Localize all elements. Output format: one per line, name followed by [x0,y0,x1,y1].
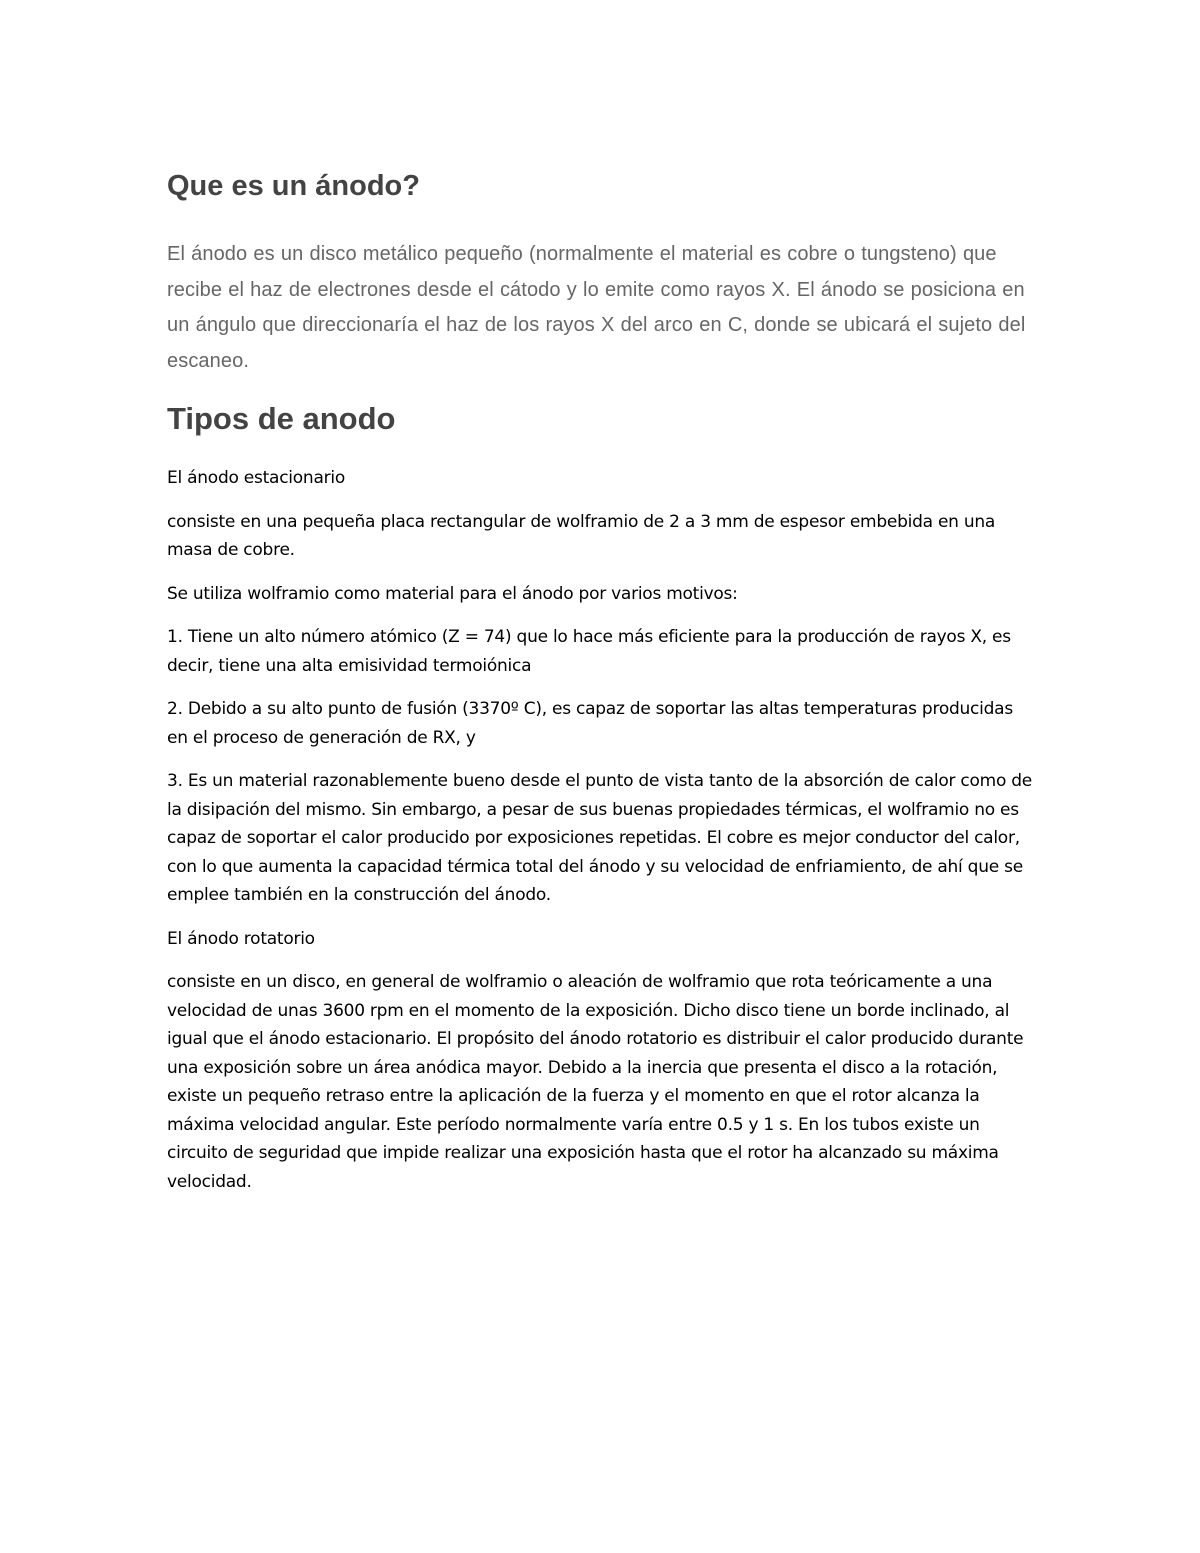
reason-item-2: 2. Debido a su alto punto de fusión (3370º C), es capaz de soportar las altas temperaturas producidas en el proceso de generación de RX, y [167,699,1013,748]
document-content [167,166,1037,1196]
reason-item-3: 3. Es un material razonablemente bueno desde el punto de vista tanto de la absorción de calor como de la disipación del mismo. Sin embargo, a pesar de sus buenas propiedades térmicas, el wolframio no es capaz de soportar el calor producido por exposiciones repetidas. El cobre es mejor conductor del calor, con lo que aumenta la capacidad térmica total del ánodo y su velocidad de enfriamiento, de ahí que se emplee también en la construcción del ánodo. [167,771,1033,905]
section-heading: Tipos de anodo [167,401,396,436]
stationary-anode-heading: El ánodo estacionario [167,468,345,488]
page-title: Que es un ánodo? [167,170,420,202]
intro-paragraph: El ánodo es un disco metálico pequeño (normalmente el material es cobre o tungsteno) que recibe el haz de electrones desde el cátodo y lo emite como rayos X. El ánodo se posiciona en un ángulo que direccionaría el haz de los rayos X del arco en C, donde se ubicará el sujeto del escaneo. [167,243,1026,372]
rotating-anode-heading: El ánodo rotatorio [167,928,315,949]
rotating-anode-description: consiste en un disco, en general de wolframio o aleación de wolframio que rota teóricamente a una velocidad de unas 3600 rpm en el momento de la exposición. Dicho disco tiene un borde inclinado, al igual que el ánodo estacionario. El propósito del ánodo rotatorio es distribuir el calor producido durante una exposición sobre un área anódica mayor. Debido a la inercia que presenta el disco a la rotación, existe un pequeño retraso entre la aplicación de la fuerza y el momento en que el rotor alcanza la máxima velocidad angular. Este período normalmente varía entre 0.5 y 1 s. En los tubos existe un circuito de seguridad que impide realizar una exposición hasta que el rotor ha alcanzado su máxima velocidad. [167,972,1024,1192]
reason-item-1: 1. Tiene un alto número atómico (Z = 74) que lo hace más eficiente para la producción de rayos X, es decir, tiene una alta emisividad termoiónica [167,627,1011,676]
stationary-anode-description: consiste en una pequeña placa rectangular de wolframio de 2 a 3 mm de espesor embebida en una masa de cobre. [167,511,996,560]
reasons-intro: Se utiliza wolframio como material para el ánodo por varios motivos: [167,583,738,604]
